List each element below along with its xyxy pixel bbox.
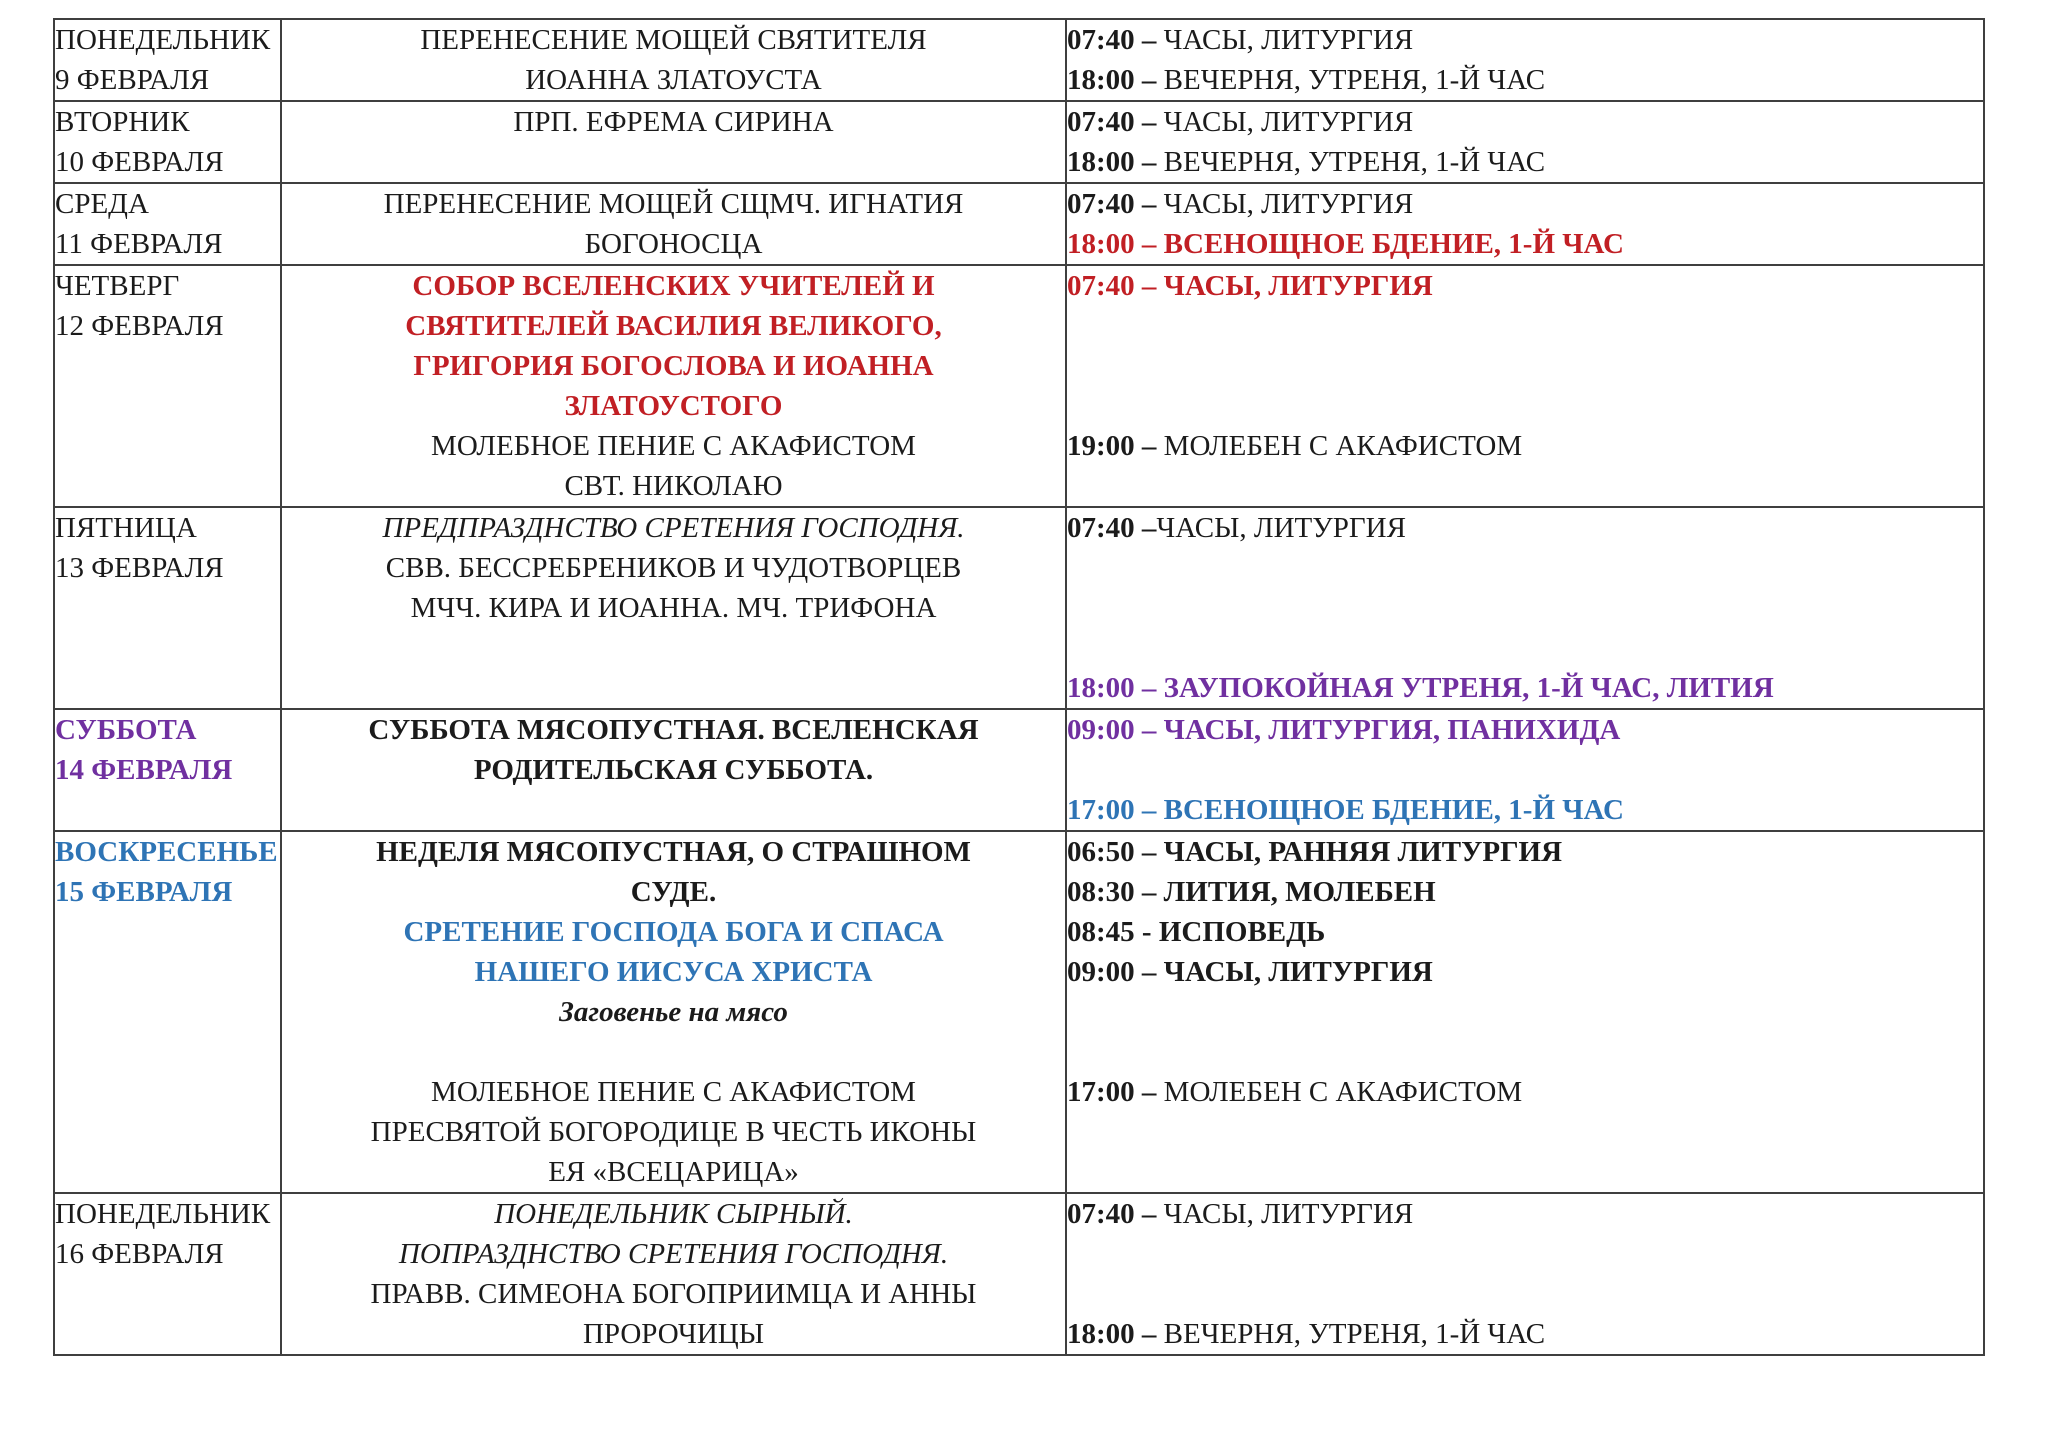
feast-line: СВТ. НИКОЛАЮ xyxy=(564,470,783,502)
day-date: 9 ФЕВРАЛЯ xyxy=(55,64,210,96)
feast-line: ПЕРЕНЕСЕНИЕ МОЩЕЙ СЩМЧ. ИГНАТИЯ xyxy=(383,188,964,220)
service-time: 08:30 – xyxy=(1067,876,1157,908)
services-cell xyxy=(1066,19,1984,101)
service-time: 19:00 – xyxy=(1067,430,1157,462)
table-row xyxy=(54,507,1984,709)
feast-line: СВЯТИТЕЛЕЙ ВАСИЛИЯ ВЕЛИКОГО, xyxy=(405,310,942,342)
service-description: ЧАСЫ, ЛИТУРГИЯ xyxy=(1156,956,1433,988)
service-description: ЧАСЫ, ЛИТУРГИЯ xyxy=(1156,1198,1414,1230)
day-name: ЧЕТВЕРГ xyxy=(55,270,180,302)
service-line xyxy=(1067,142,1983,182)
feast-line: ПРЕДПРАЗДНСТВО СРЕТЕНИЯ ГОСПОДНЯ. xyxy=(382,512,965,544)
services-cell xyxy=(1066,507,1984,709)
feast-line: ПРП. ЕФРЕМА СИРИНА xyxy=(513,106,834,138)
service-time: 17:00 – xyxy=(1067,1076,1157,1108)
feast-cell xyxy=(281,265,1066,507)
table-row xyxy=(54,265,1984,507)
service-description: ЗАУПОКОЙНАЯ УТРЕНЯ, 1-Й ЧАС, ЛИТИЯ xyxy=(1156,672,1774,704)
day-date: 16 ФЕВРАЛЯ xyxy=(55,1238,224,1270)
feast-line: ЕЯ «ВСЕЦАРИЦА» xyxy=(548,1156,799,1188)
service-time: 09:00 – xyxy=(1067,956,1157,988)
day-cell xyxy=(54,183,281,265)
service-line xyxy=(1067,1072,1983,1112)
service-line xyxy=(1067,224,1983,264)
day-name: ПОНЕДЕЛЬНИК xyxy=(55,1198,271,1230)
table-row xyxy=(54,831,1984,1193)
service-description: ЧАСЫ, ЛИТУРГИЯ, ПАНИХИДА xyxy=(1156,714,1621,746)
day-name: ВТОРНИК xyxy=(55,106,190,138)
service-description: ВЕЧЕРНЯ, УТРЕНЯ, 1-Й ЧАС xyxy=(1156,146,1546,178)
schedule-table xyxy=(53,18,1985,1356)
feast-line: СУББОТА МЯСОПУСТНАЯ. ВСЕЛЕНСКАЯ xyxy=(368,714,979,746)
feast-line: БОГОНОСЦА xyxy=(584,228,763,260)
table-row xyxy=(54,1193,1984,1355)
blank-line xyxy=(1067,588,1983,628)
service-line xyxy=(1067,1314,1983,1354)
feast-line: МОЛЕБНОЕ ПЕНИЕ С АКАФИСТОМ xyxy=(431,1076,916,1108)
blank-line xyxy=(282,1032,1065,1072)
day-name: ВОСКРЕСЕНЬЕ xyxy=(55,836,278,868)
service-line xyxy=(1067,912,1983,952)
day-date: 10 ФЕВРАЛЯ xyxy=(55,146,224,178)
feast-cell xyxy=(281,101,1066,183)
day-cell xyxy=(54,19,281,101)
feast-line: ИОАННА ЗЛАТОУСТА xyxy=(525,64,822,96)
service-line xyxy=(1067,790,1983,830)
day-name: ПОНЕДЕЛЬНИК xyxy=(55,24,271,56)
service-line xyxy=(1067,508,1983,548)
service-time: 07:40 – xyxy=(1067,24,1157,56)
service-line xyxy=(1067,710,1983,750)
feast-cell xyxy=(281,183,1066,265)
blank-line xyxy=(1067,750,1983,790)
blank-line xyxy=(1067,1032,1983,1072)
feast-line: ПОНЕДЕЛЬНИК СЫРНЫЙ. xyxy=(494,1198,853,1230)
feast-line: ПРАВВ. СИМЕОНА БОГОПРИИМЦА И АННЫ xyxy=(370,1278,977,1310)
service-description: ВСЕНОЩНОЕ БДЕНИЕ, 1-Й ЧАС xyxy=(1156,794,1624,826)
blank-line xyxy=(1067,548,1983,588)
service-time: 07:40 – xyxy=(1067,1198,1157,1230)
services-cell xyxy=(1066,183,1984,265)
day-date: 15 ФЕВРАЛЯ xyxy=(55,876,233,908)
feast-line: СРЕТЕНИЕ ГОСПОДА БОГА И СПАСА xyxy=(403,916,944,948)
service-line xyxy=(1067,832,1983,872)
service-description: ЧАСЫ, ЛИТУРГИЯ xyxy=(1156,106,1414,138)
service-description: ЛИТИЯ, МОЛЕБЕН xyxy=(1156,876,1436,908)
feast-cell xyxy=(281,19,1066,101)
service-description: ЧАСЫ, РАННЯЯ ЛИТУРГИЯ xyxy=(1156,836,1563,868)
feast-line: ГРИГОРИЯ БОГОСЛОВА И ИОАННА xyxy=(413,350,934,382)
service-line xyxy=(1067,952,1983,992)
feast-cell xyxy=(281,831,1066,1193)
service-line xyxy=(1067,1194,1983,1234)
service-line xyxy=(1067,184,1983,224)
service-time: 09:00 – xyxy=(1067,714,1157,746)
service-description: МОЛЕБЕН С АКАФИСТОМ xyxy=(1156,430,1523,462)
feast-line: МЧЧ. КИРА И ИОАННА. МЧ. ТРИФОНА xyxy=(410,592,937,624)
service-description: МОЛЕБЕН С АКАФИСТОМ xyxy=(1156,1076,1523,1108)
feast-cell xyxy=(281,1193,1066,1355)
service-description: ЧАСЫ, ЛИТУРГИЯ xyxy=(1156,24,1414,56)
service-time: 18:00 – xyxy=(1067,146,1157,178)
blank-line xyxy=(1067,346,1983,386)
service-description: ЧАСЫ, ЛИТУРГИЯ xyxy=(1156,512,1406,544)
feast-line: СВВ. БЕССРЕБРЕНИКОВ И ЧУДОТВОРЦЕВ xyxy=(385,552,962,584)
service-description: ВЕЧЕРНЯ, УТРЕНЯ, 1-Й ЧАС xyxy=(1156,1318,1546,1350)
service-time: 18:00 – xyxy=(1067,672,1157,704)
service-time: 18:00 – xyxy=(1067,64,1157,96)
day-cell xyxy=(54,101,281,183)
services-cell xyxy=(1066,1193,1984,1355)
feast-line: ПЕРЕНЕСЕНИЕ МОЩЕЙ СВЯТИТЕЛЯ xyxy=(420,24,927,56)
service-description: ИСПОВЕДЬ xyxy=(1151,916,1326,948)
table-row xyxy=(54,101,1984,183)
service-line xyxy=(1067,20,1983,60)
service-description: ЧАСЫ, ЛИТУРГИЯ xyxy=(1156,270,1433,302)
day-date: 13 ФЕВРАЛЯ xyxy=(55,552,224,584)
blank-line xyxy=(1067,386,1983,426)
day-cell xyxy=(54,1193,281,1355)
feast-line: ПРОРОЧИЦЫ xyxy=(582,1318,765,1350)
day-date: 11 ФЕВРАЛЯ xyxy=(55,228,223,260)
table-row xyxy=(54,709,1984,831)
feast-line: Заговенье на мясо xyxy=(559,996,788,1028)
feast-cell xyxy=(281,709,1066,831)
service-line xyxy=(1067,60,1983,100)
day-date: 14 ФЕВРАЛЯ xyxy=(55,754,233,786)
feast-cell xyxy=(281,507,1066,709)
day-cell xyxy=(54,709,281,831)
feast-line: НЕДЕЛЯ МЯСОПУСТНАЯ, О СТРАШНОМ xyxy=(376,836,971,868)
service-time: 08:45 - xyxy=(1067,916,1152,948)
service-time: 17:00 – xyxy=(1067,794,1157,826)
feast-line: СОБОР ВСЕЛЕНСКИХ УЧИТЕЛЕЙ И xyxy=(412,270,935,302)
feast-line: РОДИТЕЛЬСКАЯ СУББОТА. xyxy=(473,754,874,786)
service-time: 07:40 – xyxy=(1067,188,1157,220)
day-name: ПЯТНИЦА xyxy=(55,512,197,544)
blank-line xyxy=(1067,306,1983,346)
day-date: 12 ФЕВРАЛЯ xyxy=(55,310,224,342)
service-time: 18:00 – xyxy=(1067,228,1157,260)
day-cell xyxy=(54,265,281,507)
feast-line: ЗЛАТОУСТОГО xyxy=(564,390,783,422)
services-cell xyxy=(1066,265,1984,507)
day-cell xyxy=(54,831,281,1193)
service-time: 07:40 – xyxy=(1067,270,1157,302)
services-cell xyxy=(1066,831,1984,1193)
blank-line xyxy=(1067,992,1983,1032)
table-row xyxy=(54,183,1984,265)
feast-line: ПОПРАЗДНСТВО СРЕТЕНИЯ ГОСПОДНЯ. xyxy=(398,1238,949,1270)
service-line xyxy=(1067,668,1983,708)
blank-line xyxy=(1067,628,1983,668)
blank-line xyxy=(1067,1274,1983,1314)
service-description: ВЕЧЕРНЯ, УТРЕНЯ, 1-Й ЧАС xyxy=(1156,64,1546,96)
table-row xyxy=(54,19,1984,101)
feast-line: ПРЕСВЯТОЙ БОГОРОДИЦЕ В ЧЕСТЬ ИКОНЫ xyxy=(370,1116,977,1148)
day-name: СРЕДА xyxy=(55,188,149,220)
feast-line: МОЛЕБНОЕ ПЕНИЕ С АКАФИСТОМ xyxy=(431,430,916,462)
service-line xyxy=(1067,102,1983,142)
service-description: ВСЕНОЩНОЕ БДЕНИЕ, 1-Й ЧАС xyxy=(1156,228,1624,260)
service-line xyxy=(1067,266,1983,306)
feast-line: НАШЕГО ИИСУСА ХРИСТА xyxy=(474,956,873,988)
service-description: ЧАСЫ, ЛИТУРГИЯ xyxy=(1156,188,1414,220)
service-time: 07:40 – xyxy=(1067,106,1157,138)
service-time: 07:40 – xyxy=(1067,512,1157,544)
day-cell xyxy=(54,507,281,709)
feast-line: СУДЕ. xyxy=(630,876,717,908)
service-time: 18:00 – xyxy=(1067,1318,1157,1350)
service-line xyxy=(1067,426,1983,466)
services-cell xyxy=(1066,709,1984,831)
service-time: 06:50 – xyxy=(1067,836,1157,868)
service-line xyxy=(1067,872,1983,912)
blank-line xyxy=(1067,1234,1983,1274)
day-name: СУББОТА xyxy=(55,714,197,746)
schedule-body xyxy=(54,19,1984,1355)
services-cell xyxy=(1066,101,1984,183)
